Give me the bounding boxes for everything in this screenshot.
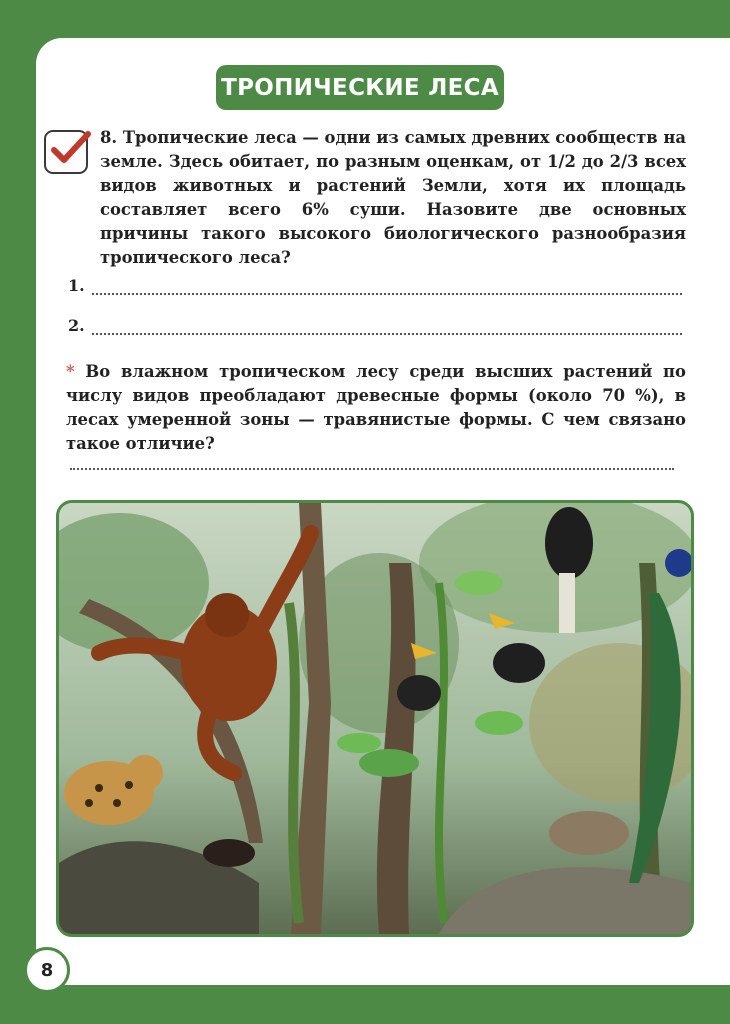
answer-dots xyxy=(92,321,682,335)
question-text: 8. Тропические леса — одни из самых древних сообществ на земле. Здесь обитает, по разным оценкам, от 1/2 до 2/3 всех видов животных и растений Земли, хотя их площадь составляет всего 6% суши. Назовите две основных причины такого высокого биологического разнообразия тропического леса? xyxy=(100,128,686,267)
rainforest-illustration xyxy=(59,503,691,934)
answer-dots xyxy=(92,281,682,295)
extra-question-text: Во влажном тропическом лесу среди высших растений по числу видов преобладают древесные формы (около 70 %), в лесах умеренной зоны — травянистые формы. С чем связано такое отличие? xyxy=(66,362,686,453)
page-number: 8 xyxy=(24,947,70,993)
check-icon xyxy=(48,128,94,170)
answer-line-1[interactable] xyxy=(68,275,682,295)
star-marker: * xyxy=(66,362,75,381)
rainforest-photo xyxy=(56,500,694,937)
bottom-band xyxy=(0,985,730,1024)
extra-question xyxy=(66,360,686,456)
answer-number: 1. xyxy=(68,276,85,295)
task-checkbox[interactable] xyxy=(44,130,88,174)
extra-answer-line[interactable] xyxy=(70,458,674,470)
page-title: ТРОПИЧЕСКИЕ ЛЕСА xyxy=(216,65,504,110)
answer-line-2[interactable] xyxy=(68,315,682,335)
answer-number: 2. xyxy=(68,316,85,335)
